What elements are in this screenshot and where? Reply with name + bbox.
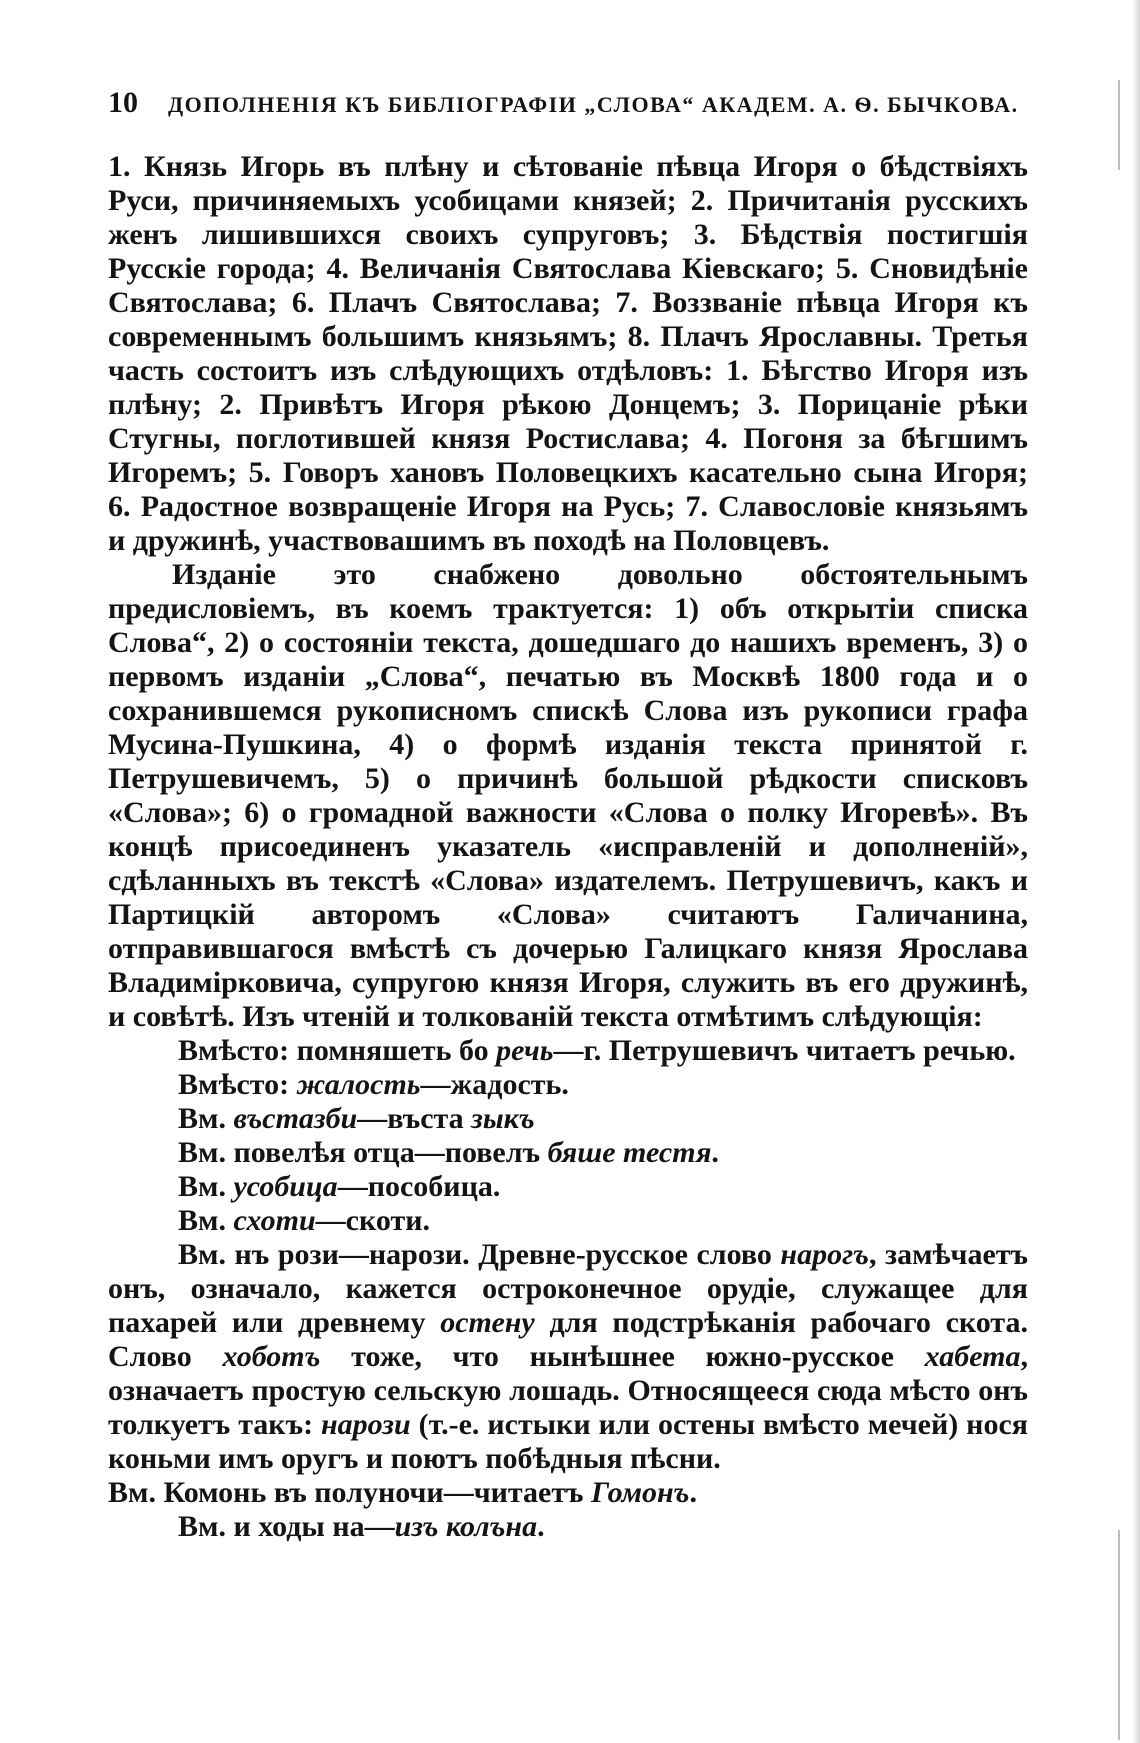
reading-item: Вмѣсто: помняшеть бо речь—г. Петрушевичъ читаетъ речью. [178, 1034, 1016, 1067]
running-title: ДОПОЛНЕНІЯ КЪ БИБЛІОГРАФІИ „СЛОВА“ АКАДЕМ. А. Ѳ. БЫЧКОВА. [168, 92, 1019, 117]
paragraph-contents-list: 1. Князь Игорь въ плѣну и сѣтованіе пѣвца Игоря о бѣдствіяхъ Руси, причиняемыхъ усобицами князей; 2. Причитанія русскихъ женъ лишившихся своихъ супруговъ; 3. Бѣдствія постигшія Русскіе города; 4. Величанія Святослава Кіевскаго; 5. Сновидѣніе Святослава; 6. Плачъ Святослава; 7. Воззваніе пѣвца Игоря къ современнымъ большимъ князьямъ; 8. Плачъ Ярославны. Третья часть состоитъ изъ слѣдующихъ отдѣловъ: 1. Бѣгство Игоря изъ плѣну; 2. Привѣтъ Игоря рѣкою Донцемъ; 3. Порицаніе рѣки Стугны, поглотившей князя Ростислава; 4. Погоня за бѣгшимъ Игоремъ; 5. Говоръ хановъ Половецкихъ касательно сына Игоря; 6. Радостное возвращеніе Игоря на Русь; 7. Славословіе князьямъ и дружинѣ, участвовашимъ въ походѣ на Половцевъ. [108, 150, 1028, 557]
document-page [108, 86, 1028, 1544]
page-header [108, 86, 1028, 126]
reading-item: Вм. повелѣя отца—повелъ бяше тестя. [178, 1136, 719, 1169]
scan-mark [1118, 80, 1120, 170]
reading-item: Вм. усобица—пособица. [178, 1170, 501, 1203]
scan-page-edge [1132, 0, 1140, 1743]
paragraph-edition-description: Изданіе это снабжено довольно обстоятельнымъ предисловіемъ, въ коемъ трактуется: 1) объ открытіи списка Слова“, 2) о состояніи текста, дошедшаго до нашихъ временъ, 3) о первомъ изданіи „Слова“, печатью въ Москвѣ 1800 года и о сохранившемся рукописномъ спискѣ Слова изъ рукописи графа Мусина-Пушкина, 4) о формѣ изданія текста принятой г. Петрушевичемъ, 5) о причинѣ большой рѣдкости списковъ «Слова»; 6) о громадной важности «Слова о полку Игоревѣ». Въ концѣ присоединенъ указатель «исправленій и дополненій», сдѣланныхъ въ текстѣ «Слова» издателемъ. Петрушевичъ, какъ и Партицкій авторомъ «Слова» считаютъ Галичанина, отправившагося вмѣстѣ съ дочерью Галицкаго князя Ярослава Владимірковича, супругою князя Игоря, служить въ его дружинѣ, и совѣтѣ. Изъ чтеній и толкованій текста отмѣтимъ слѣдующія: [108, 558, 1028, 1033]
readings-list [108, 1034, 1028, 1238]
page-number: 10 [108, 86, 138, 119]
reading-item: Вм. схоти—скоти. [178, 1204, 430, 1237]
scan-mark [1118, 1530, 1120, 1740]
reading-item: Вм. и ходы на—изъ колъна. [178, 1510, 545, 1543]
paragraph-narogi-commentary: Вм. нъ рози—нарози. Древне-русское слово нарогъ, замѣчаетъ онъ, означало, кажется остроконечное орудіе, служащее для пахарей или древнему остену для подстрѣканія рабочаго скота. Слово хоботъ тоже, что нынѣшнее южно-русское хабета, означаетъ простую сельскую лошадь. Относящееся сюда мѣсто онъ толкуетъ такъ: нарози (т.-е. истыки или остены вмѣсто мечей) нося коньми имъ оругъ и поютъ побѣдныя пѣсни. [108, 1238, 1028, 1475]
reading-item: Вмѣсто: жалость—жадость. [178, 1068, 569, 1101]
reading-item: Вм. Комонь въ полуночи—читаетъ Гомонъ. [108, 1476, 697, 1509]
reading-item: Вм. въстазби—въста зыкъ [178, 1102, 535, 1135]
